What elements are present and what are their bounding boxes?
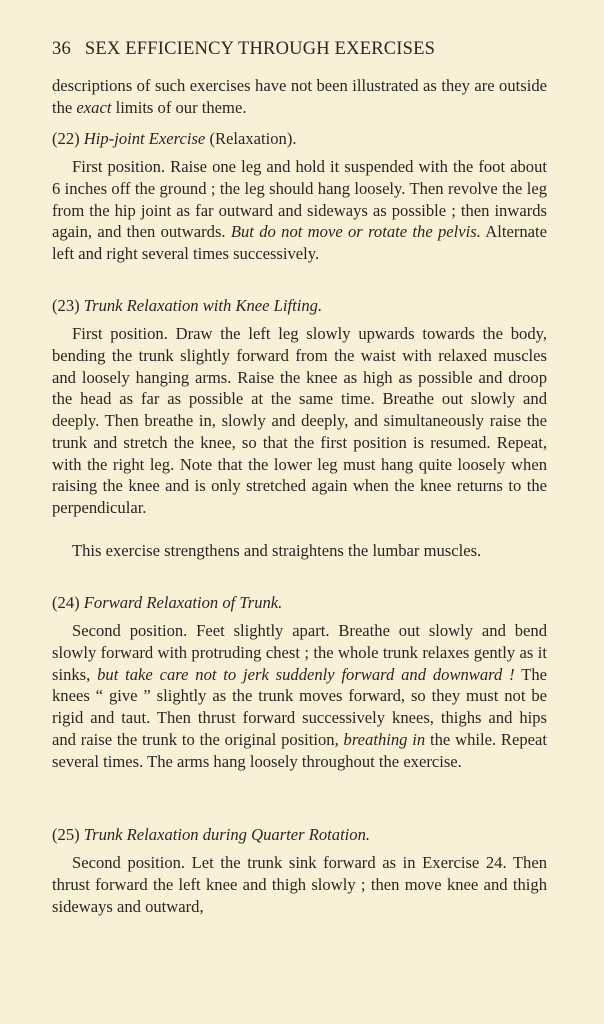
exercise-22-body-italic: But do not move or rotate the pelvis. [230, 222, 481, 242]
exercise-24-body-b: The knees “ give ” slightly as the trunk moves forward, so they must not be rigid and taut. Then thrust forward successively knees, thighs and hips and raise the trunk to the original position, [52, 664, 547, 749]
exercise-24-title: Forward Relaxation of Trunk. [83, 593, 283, 612]
running-title: SEX EFFICIENCY THROUGH EXERCISES [84, 39, 436, 59]
intro-text-italic: exact [76, 97, 112, 117]
exercise-24-heading [52, 592, 547, 614]
exercise-25-title: Trunk Relaxation during Quarter Rotation. [83, 825, 371, 844]
running-header [52, 37, 552, 63]
exercise-22-heading [52, 128, 547, 150]
exercise-22-subtitle: (Relaxation). [205, 129, 297, 148]
exercise-22-body-b: Alternate left and right several times successively. [52, 222, 548, 263]
exercise-25-number: (25) [52, 825, 84, 844]
page-number: 36 [52, 39, 71, 59]
exercise-23-title: Trunk Relaxation with Knee Lifting. [83, 296, 323, 315]
intro-paragraph [52, 75, 547, 119]
exercise-23-heading [52, 295, 547, 317]
exercise-25-body: Second position. Let the trunk sink forward as in Exercise 24. Then thrust forward the left knee and thigh slowly ; then move knee and thigh sideways and outward, [52, 853, 547, 916]
exercise-23-body: First position. Draw the left leg slowly upwards towards the body, bending the trunk slightly forward from the waist with relaxed muscles and loosely hanging arms. Raise the knee as high as possible and droop the head as far as possible at the same time. Breathe out slowly and deeply. Then breathe in, slowly and deeply, and simultaneously raise the trunk and stretch the knee, so that the first position is resumed. Repeat, with the right leg. Note that the lower leg must hang quite loosely when raising the knee and is only stretched again when the knee returns to the perpendicular. [52, 324, 547, 517]
exercise-22-title: Hip-joint Exercise [83, 129, 206, 148]
exercise-25-heading [52, 824, 547, 846]
exercise-22-body [52, 156, 547, 265]
exercise-24-body [52, 620, 547, 772]
exercise-24-body-italic-2: breathing in [343, 729, 426, 749]
exercise-22-number: (22) [52, 129, 84, 148]
exercise-24-body-c: the while. Repeat several times. The arms hang loosely throughout the exercise. [52, 729, 547, 771]
exercise-23-note: This exercise strengthens and straightens the lumbar muscles. [72, 541, 482, 560]
exercise-23-number: (23) [52, 296, 84, 315]
exercise-24-body-italic-1: but take care not to jerk suddenly forward and downward ! [97, 664, 515, 684]
exercise-24-body-a: Second position. Feet slightly apart. Breathe out slowly and bend slowly forward with protruding chest ; the whole trunk relaxes gently as it sinks, [52, 621, 547, 684]
exercise-22-body-a: First position. Raise one leg and hold it suspended with the foot about 6 inches off the ground ; the leg should hang loosely. Then revolve the leg from the hip joint as far outward and sideways as possible ; then inwards again, and then outwards. [52, 157, 547, 242]
intro-text-b: limits of our theme. [111, 97, 247, 117]
intro-text-a: descriptions of such exercises have not been illustrated as they are outside the [52, 76, 547, 117]
exercise-24-number: (24) [52, 593, 84, 612]
